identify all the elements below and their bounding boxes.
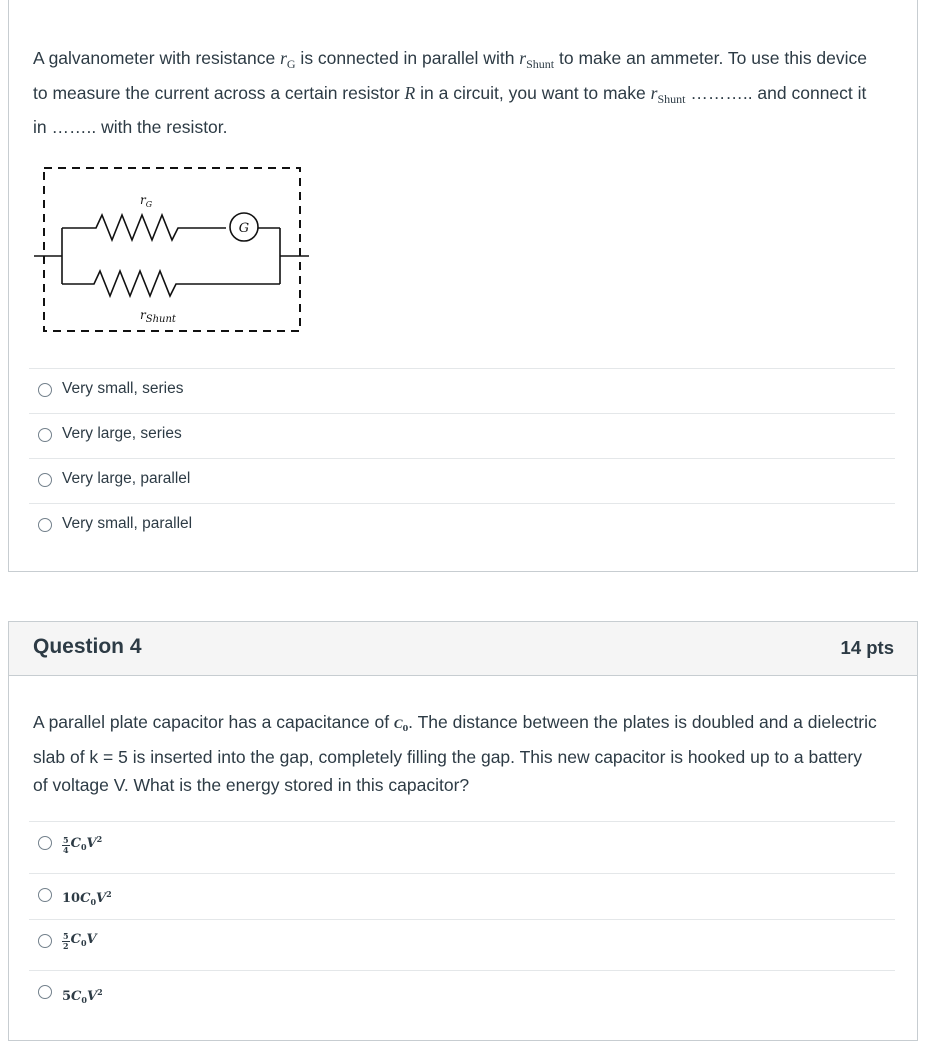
shunt-resistor <box>62 271 280 296</box>
answer-option[interactable] <box>29 873 895 919</box>
rg-label: $r_G$ <box>140 193 153 209</box>
radio-button[interactable] <box>38 428 52 442</box>
option-label[interactable]: $\frac{5}{2}$ $C_0V$ <box>63 931 97 951</box>
option-label[interactable]: $\frac{5}{4}$ $C_0V^2$ <box>63 834 103 855</box>
galvanometer-resistor <box>62 215 226 240</box>
option-label[interactable]: $5C_0V^2$ <box>62 987 103 1005</box>
option-label[interactable]: Very large, series <box>62 425 182 442</box>
question-points: 14 pts <box>840 637 894 658</box>
rshunt-label: $r_{Shunt}$ <box>140 308 176 325</box>
question-title: Question 4 <box>33 635 142 658</box>
radio-button[interactable] <box>38 934 52 948</box>
option-label[interactable]: Very small, series <box>62 380 184 397</box>
question-3-card <box>8 0 918 572</box>
ammeter-circuit-diagram <box>34 160 309 340</box>
question-3-text: A galvanometer with resistance $r_G$ is connected in parallel with $r_{Shunt}$ to make an ammeter. To use this device to measure the current across a certain resistor R in a circuit, you want to make $r_{Shunt}$ ……….. and connect it in …….. with the resistor. <box>33 48 868 138</box>
answer-option[interactable] <box>29 919 895 970</box>
radio-button[interactable] <box>38 985 52 999</box>
radio-button[interactable] <box>38 518 52 532</box>
option-label[interactable]: Very large, parallel <box>62 470 191 487</box>
option-label[interactable]: Very small, parallel <box>62 515 193 532</box>
question-4-card <box>8 621 918 1041</box>
radio-button[interactable] <box>38 473 52 487</box>
answer-option[interactable] <box>29 503 895 548</box>
radio-button[interactable] <box>38 836 52 850</box>
radio-button[interactable] <box>38 383 52 397</box>
option-label[interactable]: $10C_0V^2$ <box>62 889 112 907</box>
radio-button[interactable] <box>38 888 52 902</box>
question-header <box>9 622 917 676</box>
ammeter-dashed-box <box>44 168 300 331</box>
answer-option[interactable] <box>29 970 895 1030</box>
answer-option[interactable] <box>29 413 895 458</box>
answer-option[interactable] <box>29 368 895 413</box>
answer-option[interactable] <box>29 458 895 503</box>
galvanometer-label: G <box>238 221 250 236</box>
question-4-text: A parallel plate capacitor has a capacitance of $C_0$. The distance between the plates is doubled and a dielectric slab of k = 5 is inserted into the gap, completely filling the gap. This new capacitor is hooked up to a battery of voltage V. What is the energy stored in this capacitor? <box>33 712 877 796</box>
answer-option[interactable] <box>29 821 895 873</box>
